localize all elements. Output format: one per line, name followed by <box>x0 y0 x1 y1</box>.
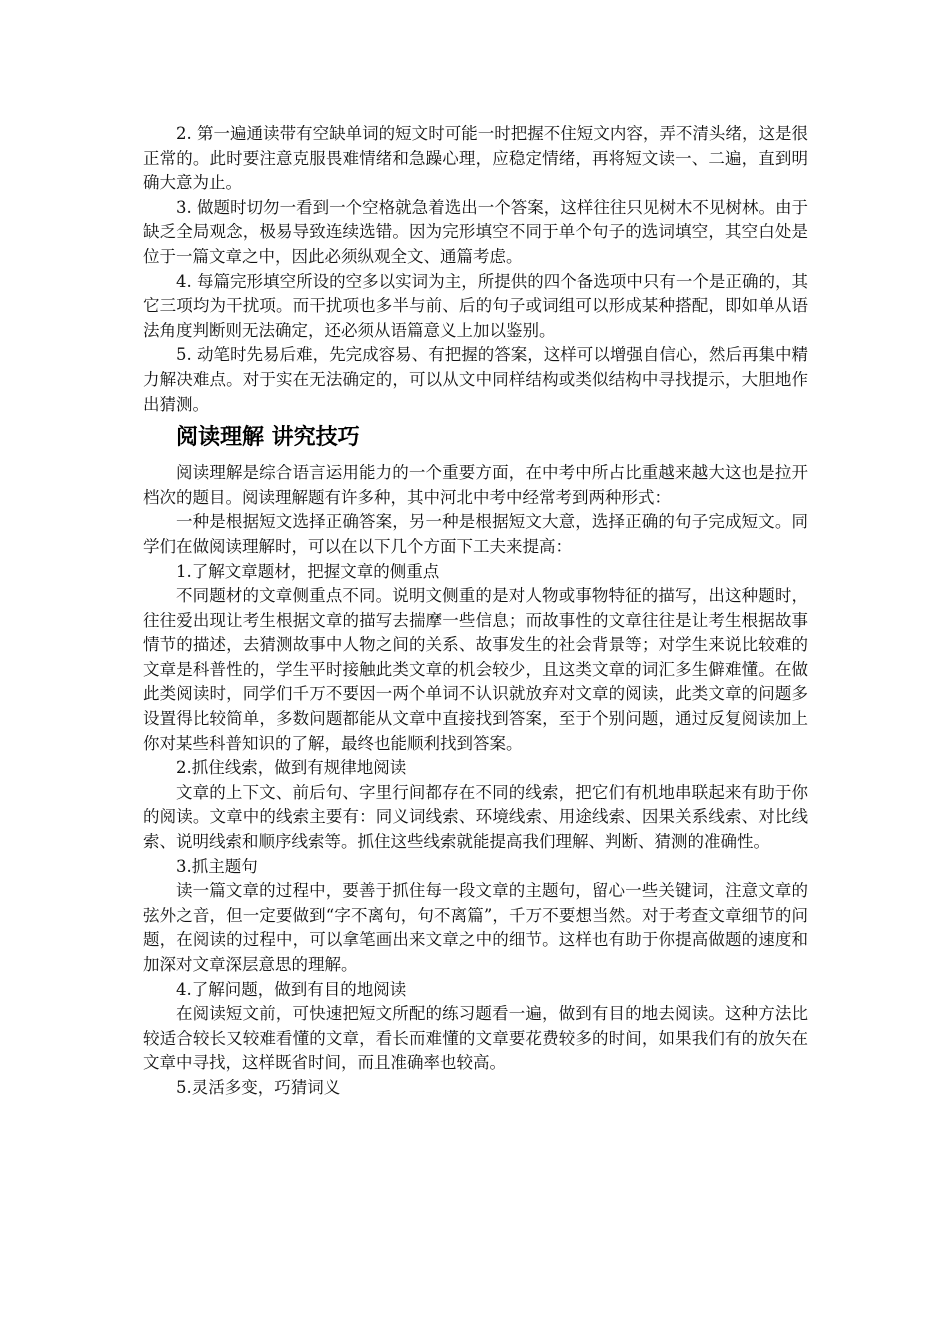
tip-1-title: 1.了解文章题材，把握文章的侧重点 <box>176 561 440 581</box>
tip-4-title: 4.了解问题，做到有目的地阅读 <box>176 979 407 999</box>
tip-5-title: 5.灵活多变，巧猜词义 <box>176 1077 341 1097</box>
tip-3-title: 3.抓主题句 <box>176 856 258 876</box>
tip-2-body: 文章的上下文、前后句、字里行间都存在不同的线索，把它们有机地串联起来有助于你的阅读。文章中的线索主要有：同义词线索、环境线索、用途线索、因果关系线索、对比线索、说明线索和顺序线索等。抓住这些线索就能提高我们理解、判断、猜测的准确性。 <box>143 782 808 852</box>
section-heading: 阅读理解 讲究技巧 <box>176 425 360 451</box>
tip-3-body: 读一篇文章的过程中，要善于抓住每一段文章的主题句，留心一些关键词，注意文章的弦外之音，但一定要做到“字不离句，句不离篇”，千万不要想当然。对于考查文章细节的问题，在阅读的过程中，可以拿笔画出来文章之中的细节。这样也有助于你提高做题的速度和加深对文章深层意思的理解。 <box>143 881 808 974</box>
paragraph-tip-3: 3. 做题时切勿一看到一个空格就急着选出一个答案，这样往往只见树木不见树林。由于缺乏全局观念，极易导致连续选错。因为完形填空不同于单个句子的选词填空，其空白处是位于一篇文章之中，因此必须纵观全文、通篇考虑。 <box>143 197 808 266</box>
paragraph-tip-4: 4. 每篇完形填空所设的空多以实词为主，所提供的四个备选项中只有一个是正确的，其它三项均为干扰项。而干扰项也多半与前、后的句子或词组可以形成某种搭配，即如单从语法角度判断则无法确定，还必须从语篇意义上加以鉴别。 <box>143 271 808 340</box>
tip-2-title: 2.抓住线索，做到有规律地阅读 <box>176 758 407 778</box>
intro-paragraph-2: 一种是根据短文选择正确答案，另一种是根据短文大意，选择正确的句子完成短文。同学们在做阅读理解时，可以在以下几个方面下工夫来提高： <box>143 512 808 556</box>
paragraph-tip-2: 2. 第一遍通读带有空缺单词的短文时可能一时把握不住短文内容，弄不清头绪，这是很正常的。此时要注意克服畏难情绪和急躁心理，应稳定情绪，再将短文读一、二遍，直到明确大意为止。 <box>143 124 808 193</box>
tip-4-body: 在阅读短文前，可快速把短文所配的练习题看一遍，做到有目的地去阅读。这种方法比较适合较长又较难看懂的文章，看长而难懂的文章要花费较多的时间，如果我们有的放矢在文章中寻找，这样既省时间，而且准确率也较高。 <box>143 1004 808 1073</box>
tip-1-body: 不同题材的文章侧重点不同。说明文侧重的是对人物或事物特征的描写，出这种题时，往往爱出现让考生根据文章的描写去揣摩一些信息；而故事性的文章往往是让考生根据故事情节的描述，去猜测故事中人物之间的关系、故事发生的社会背景等；对学生来说比较难的文章是科普性的，学生平时接触此类文章的机会较少，且这类文章的词汇多生僻难懂。在做此类阅读时，同学们千万不要因一两个单词不认识就放弃对文章的阅读，此类文章的问题多设置得比较简单，多数问题都能从文章中直接找到答案，至于个别问题，通过反复阅读加上你对某些科普知识的了解，最终也能顺利找到答案。 <box>143 586 808 753</box>
intro-paragraph-1: 阅读理解是综合语言运用能力的一个重要方面，在中考中所占比重越来越大这也是拉开档次的题目。阅读理解题有许多种，其中河北中考中经常考到两种形式： <box>143 463 808 507</box>
document-page <box>143 122 808 1101</box>
paragraph-tip-5: 5. 动笔时先易后难，先完成容易、有把握的答案，这样可以增强自信心，然后再集中精力解决难点。对于实在无法确定的，可以从文中同样结构或类似结构中寻找提示，大胆地作出猜测。 <box>143 345 808 414</box>
